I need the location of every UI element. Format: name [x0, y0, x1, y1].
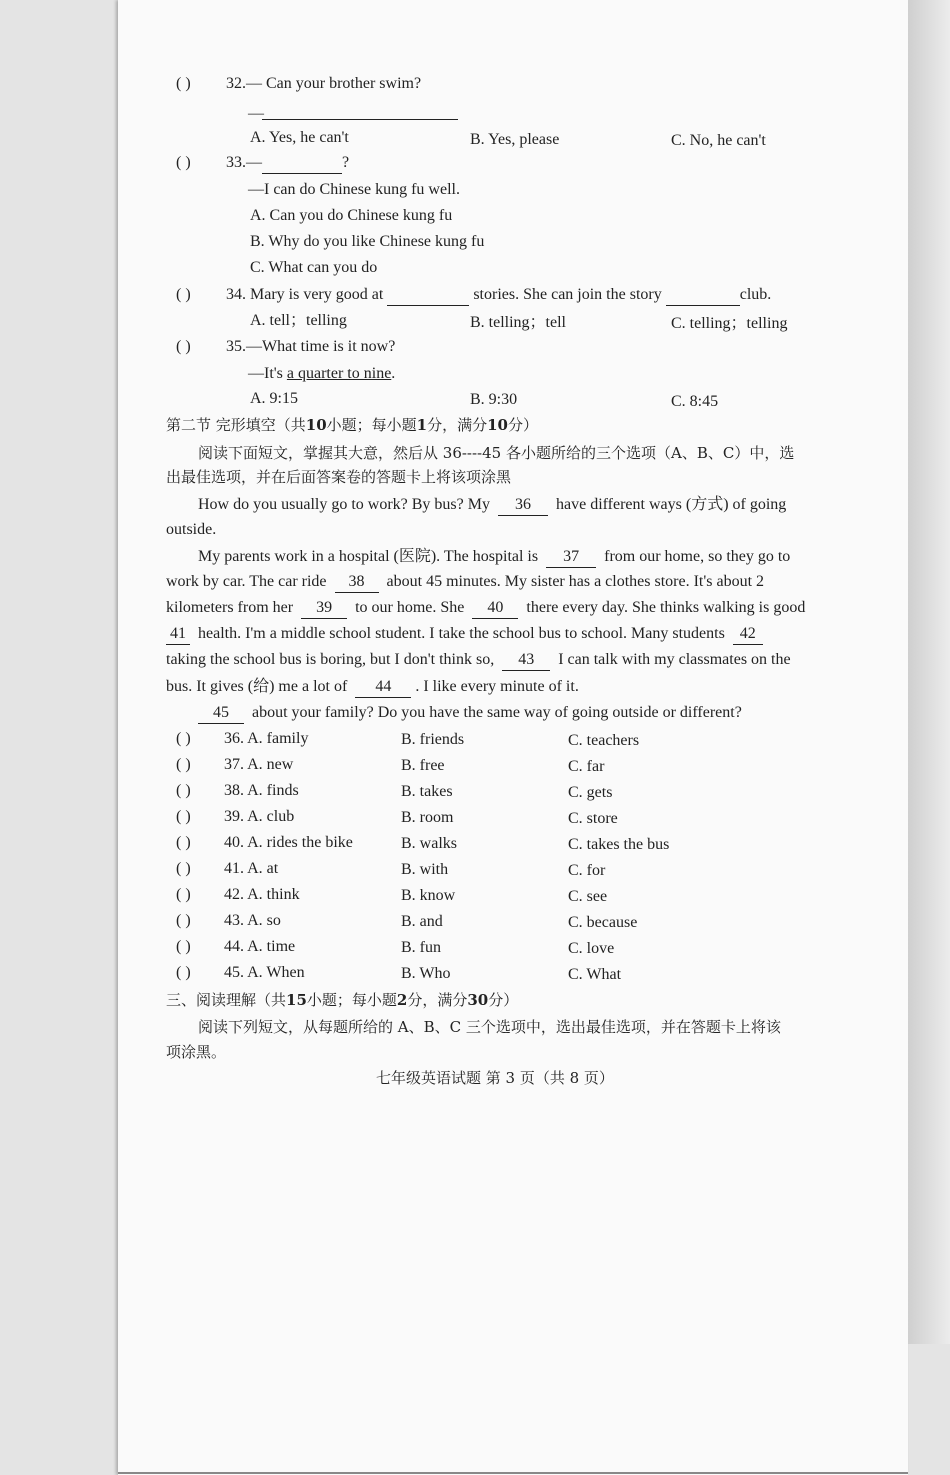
blank-42: 42	[733, 624, 763, 645]
option-c: C. see	[568, 888, 608, 905]
passage-line: work by car. The car ride 38 about 45 minutes. My sister has a clothes store. It's about 2	[166, 572, 764, 593]
option-c: C. 8:45	[671, 393, 719, 410]
option-a: 40. A. rides the bike	[224, 834, 353, 851]
blank-37: 37	[546, 547, 596, 568]
blank-44: 44	[355, 677, 411, 698]
option-c: C. What can you do	[250, 259, 378, 276]
option-a: 41. A. at	[224, 860, 279, 877]
option-b: B. know	[401, 887, 456, 904]
option-a: A. tell；telling	[250, 312, 347, 329]
option-b: B. Yes, please	[470, 131, 560, 148]
option-a: A. Can you do Chinese kung fu	[250, 207, 453, 224]
passage-line: taking the school bus is boring, but I don't think so, 43 I can talk with my classmates on the	[166, 650, 791, 671]
answer-bracket: ( )	[176, 782, 191, 799]
passage-line: bus. It gives (给) me a lot of 44 . I like every minute of it.	[166, 677, 579, 698]
page-footer: 七年级英语试题 第 3 页（共 8 页）	[376, 1069, 614, 1087]
option-c: C. for	[568, 862, 606, 879]
option-b: B. Why do you like Chinese kung fu	[250, 233, 485, 250]
option-a: 42. A. think	[224, 886, 300, 903]
passage-line: My parents work in a hospital (医院). The hospital is 37 from our home, so they go to	[198, 547, 790, 568]
option-a: 45. A. When	[224, 964, 305, 981]
option-c: C. No, he can't	[671, 132, 766, 149]
option-c: C. takes the bus	[568, 836, 670, 853]
answer-bracket: ( )	[176, 756, 191, 773]
answer-line	[262, 119, 458, 120]
answer-bracket: ( )	[176, 912, 191, 929]
blank-43: 43	[502, 650, 550, 671]
option-c: C. telling；telling	[671, 315, 788, 332]
reply-line: —I can do Chinese kung fu well.	[248, 181, 460, 198]
option-b: B. 9:30	[470, 391, 518, 408]
answer-bracket: ( )	[176, 938, 191, 955]
answer-bracket: ( )	[176, 286, 191, 303]
option-b: B. telling；tell	[470, 314, 566, 331]
option-c: C. store	[568, 810, 618, 827]
option-c: C. love	[568, 940, 615, 957]
passage-line: kilometers from her 39 to our home. She 40 there every day. She thinks walking is good	[166, 598, 805, 619]
option-b: B. walks	[401, 835, 457, 852]
answer-bracket: ( )	[176, 860, 191, 877]
option-b: B. room	[401, 809, 454, 826]
option-b: B. with	[401, 861, 449, 878]
option-c: C. because	[568, 914, 638, 931]
instruction-line-2: 项涂黑。	[166, 1043, 227, 1061]
blank-38: 38	[335, 572, 379, 593]
option-b: B. takes	[401, 783, 453, 800]
option-a: 38. A. finds	[224, 782, 299, 799]
section-title: 三、阅读理解（共15小题；每小题2分，满分30分）	[166, 991, 519, 1009]
instruction-line-1: 阅读下面短文，掌握其大意，然后从 36----45 各小题所给的三个选项（A、B、C）中，选	[198, 444, 795, 462]
blank-40: 40	[472, 598, 518, 619]
answer-bracket: ( )	[176, 834, 191, 851]
option-a: 39. A. club	[224, 808, 295, 825]
answer-bracket: ( )	[176, 964, 191, 981]
option-b: B. fun	[401, 939, 441, 956]
option-b: B. Who	[401, 965, 451, 982]
answer-dash: —	[248, 105, 264, 122]
blank-39: 39	[301, 598, 347, 619]
answer-bracket: ( )	[176, 808, 191, 825]
option-c: C. What	[568, 966, 622, 983]
blank-45: 45	[198, 703, 244, 724]
option-c: C. gets	[568, 784, 613, 801]
instruction-line-1: 阅读下列短文，从每题所给的 A、B、C 三个选项中，选出最佳选项，并在答题卡上将该	[198, 1018, 781, 1036]
option-a: 36. A. family	[224, 730, 309, 747]
option-a: 43. A. so	[224, 912, 281, 929]
passage-line: 41 health. I'm a middle school student. I take the school bus to school. Many students 42	[166, 624, 763, 645]
passage-line: 45 about your family? Do you have the same way of going outside or different?	[198, 703, 742, 724]
option-c: C. teachers	[568, 732, 640, 749]
passage-line: outside.	[166, 521, 217, 538]
question-stem: 33.— ?	[226, 153, 349, 174]
blank-36: 36	[498, 495, 548, 516]
answer-bracket: ( )	[176, 154, 191, 171]
scan-margin	[908, 0, 950, 1344]
sheet-bottom-edge	[118, 1472, 908, 1474]
answer-bracket: ( )	[176, 338, 191, 355]
option-c: C. far	[568, 758, 605, 775]
answer-bracket: ( )	[176, 886, 191, 903]
blank-41: 41	[166, 624, 190, 645]
answer-bracket: ( )	[176, 75, 191, 92]
option-b: B. free	[401, 757, 445, 774]
option-b: B. friends	[401, 731, 465, 748]
option-a: A. 9:15	[250, 390, 298, 407]
option-a: 37. A. new	[224, 756, 294, 773]
instruction-line-2: 出最佳选项，并在后面答案卷的答题卡上将该项涂黑	[166, 468, 512, 486]
question-stem: 34. Mary is very good at stories. She can join the story club.	[226, 285, 771, 306]
option-b: B. and	[401, 913, 443, 930]
option-a: 44. A. time	[224, 938, 296, 955]
reply-line: —It's a quarter to nine.	[248, 365, 396, 382]
question-stem: 35.—What time is it now?	[226, 338, 396, 355]
answer-bracket: ( )	[176, 730, 191, 747]
option-a: A. Yes, he can't	[250, 129, 349, 146]
section-title: 第二节 完形填空（共10小题；每小题1分，满分10分）	[166, 416, 539, 434]
question-stem: 32.— Can your brother swim?	[226, 75, 422, 92]
passage-line: How do you usually go to work? By bus? My 36 have different ways (方式) of going	[198, 495, 786, 516]
